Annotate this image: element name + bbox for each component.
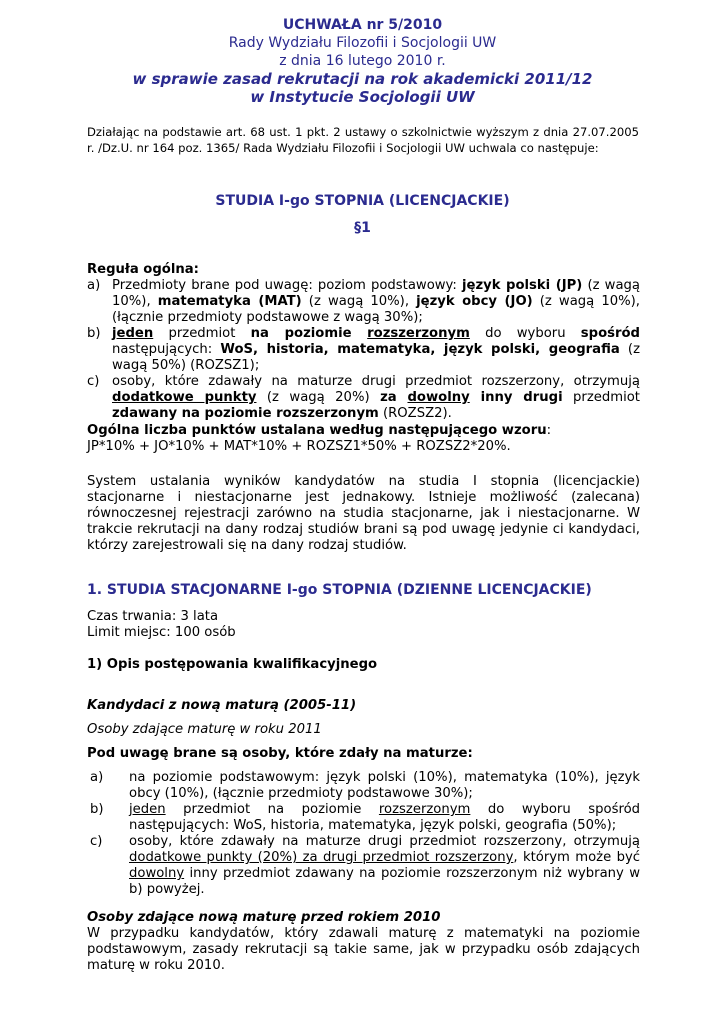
text: (z wagą 50%) (ROZSZ1); bbox=[112, 342, 641, 373]
criteria-list bbox=[87, 770, 640, 898]
bold-text: WoS, historia, matematyka, język polski, geografia bbox=[220, 342, 620, 357]
text: następujących: bbox=[112, 342, 221, 357]
underlined-text: dodatkowe punkty (20%) za drugi przedmiot rozszerzony bbox=[129, 850, 514, 865]
list-item bbox=[87, 834, 640, 898]
bold-underlined-text: jeden bbox=[112, 326, 154, 341]
formula-expression: JP*10% + JO*10% + MAT*10% + ROZSZ1*50% + ROZSZ2*20%. bbox=[87, 439, 511, 454]
text: osoby, które zdawały na maturze drugi przedmiot rozszerzony, otrzymują bbox=[129, 834, 640, 849]
list-marker: c) bbox=[87, 374, 100, 389]
considered-heading: Pod uwagę brane są osoby, które zdały na maturze: bbox=[87, 746, 473, 761]
formula-heading: Ogólna liczba punktów ustalana według następującego wzoru bbox=[87, 423, 547, 438]
section-title: STUDIA I-go STOPNIA (LICENCJACKIE) bbox=[215, 193, 510, 209]
text: (z wagą 10%), bbox=[301, 294, 417, 309]
paragraph-mark: §1 bbox=[354, 220, 371, 236]
limit-text: Limit miejsc: 100 osób bbox=[87, 625, 236, 640]
council-name: Rady Wydziału Filozofii i Socjologii UW bbox=[228, 35, 497, 51]
full-time-studies bbox=[87, 582, 640, 974]
underlined-text: jeden bbox=[129, 802, 166, 817]
bold-text: język polski (JP) bbox=[461, 278, 583, 293]
text: przedmiot na poziomie bbox=[165, 802, 379, 817]
duration-text: Czas trwania: 3 lata bbox=[87, 609, 219, 624]
before-2010-heading: Osoby zdające nową maturę przed rokiem 2010 bbox=[87, 910, 441, 925]
general-rule bbox=[87, 262, 640, 422]
formula-block bbox=[87, 423, 640, 455]
full-time-heading: 1. STUDIA STACJONARNE I-go STOPNIA (DZIENNE LICENCJACKIE) bbox=[87, 582, 592, 598]
text: przedmiot bbox=[562, 390, 640, 405]
text: na poziomie podstawowym: język polski (10%), matematyka (10%), język obcy (10%), (łącznie przedmioty podstawowe 30%); bbox=[129, 770, 640, 801]
list-marker: a) bbox=[87, 278, 101, 293]
bold-underlined-text: dodatkowe punkty bbox=[112, 390, 257, 405]
resolution-subject: w sprawie zasad rekrutacji na rok akademicki 2011/12 bbox=[132, 70, 593, 88]
resolution-title: UCHWAŁA nr 5/2010 bbox=[282, 17, 443, 33]
underlined-text: rozszerzonym bbox=[378, 802, 471, 817]
resolution-institute: w Instytucie Socjologii UW bbox=[250, 88, 475, 106]
list-item bbox=[87, 770, 640, 802]
list-item bbox=[87, 326, 640, 374]
list-marker: a) bbox=[90, 770, 104, 785]
procedure-heading: 1) Opis postępowania kwalifikacyjnego bbox=[87, 657, 378, 672]
resolution-date: z dnia 16 lutego 2010 r. bbox=[279, 53, 446, 69]
list-item bbox=[87, 374, 640, 422]
bold-text: matematyka (MAT) bbox=[157, 294, 302, 309]
underlined-text: dowolny bbox=[129, 866, 185, 881]
text: (z wagą 20%) bbox=[256, 390, 381, 405]
bold-text: język obcy (JO) bbox=[416, 294, 533, 309]
bold-text: inny drugi bbox=[469, 390, 563, 405]
bold-text: na poziomie bbox=[250, 326, 368, 341]
formula-colon: : bbox=[546, 423, 552, 438]
general-rule-heading: Reguła ogólna: bbox=[87, 262, 199, 277]
general-rule-list bbox=[87, 278, 640, 422]
list-marker: b) bbox=[90, 802, 104, 817]
text: , którym może być bbox=[513, 850, 641, 865]
bold-text: za bbox=[380, 390, 408, 405]
list-item bbox=[87, 278, 640, 326]
resolution-header bbox=[0, 16, 725, 106]
text: osoby, które zdawały na maturze drugi przedmiot rozszerzony, otrzymują bbox=[112, 374, 640, 389]
new-matura-heading: Kandydaci z nową maturą (2005-11) bbox=[87, 698, 357, 713]
text: przedmiot bbox=[153, 326, 251, 341]
text: do wyboru bbox=[469, 326, 581, 341]
text: inny przedmiot zdawany na poziomie rozszerzonym niż wybrany w b) powyżej. bbox=[129, 866, 640, 897]
text: (z wagą 10%), bbox=[112, 278, 640, 309]
list-item bbox=[87, 802, 640, 834]
text: do wyboru spośród następujących: WoS, historia, matematyka, język polski, geografia (50%); bbox=[129, 802, 641, 833]
bold-underlined-text: dowolny bbox=[407, 390, 470, 405]
list-marker: c) bbox=[90, 834, 103, 849]
text: Przedmioty brane pod uwagę: poziom podstawowy: bbox=[112, 278, 462, 293]
year-2011-text: Osoby zdające maturę w roku 2011 bbox=[87, 722, 322, 737]
text: (ROZSZ2). bbox=[378, 406, 452, 421]
bold-text: spośród bbox=[580, 326, 640, 341]
text: (z wagą 10%), (łącznie przedmioty podstawowe z wagą 30%); bbox=[112, 294, 640, 325]
system-paragraph: System ustalania wyników kandydatów na studia I stopnia (licencjackie) stacjonarne i niestacjonarne jest jednakowy. Istnieje możliwość (zalecana) równoczesnej rejestracji zarówno na studia stacjonarne, jak i niestacjonarne. W trakcie rekrutacji na dany rodzaj studiów brani są pod uwagę jedynie ci kandydaci, którzy zarejestrowali się na dany rodzaj studiów. bbox=[87, 474, 640, 553]
before-2010-text: W przypadku kandydatów, który zdawali maturę z matematyki na poziomie podstawowym, zasady rekrutacji są takie same, jak w przypadku osób zdających maturę w roku 2010. bbox=[87, 926, 640, 973]
intro-paragraph: Działając na podstawie art. 68 ust. 1 pkt. 2 ustawy o szkolnictwie wyższym z dnia 27.07.2005 r. /Dz.U. nr 164 poz. 1365/ Rada Wydziału Filozofii i Socjologii UW uchwala co następuje: bbox=[87, 125, 639, 155]
list-marker: b) bbox=[87, 326, 101, 341]
bold-underlined-text: rozszerzonym bbox=[367, 326, 470, 341]
bold-text: zdawany na poziomie rozszerzonym bbox=[112, 406, 379, 421]
